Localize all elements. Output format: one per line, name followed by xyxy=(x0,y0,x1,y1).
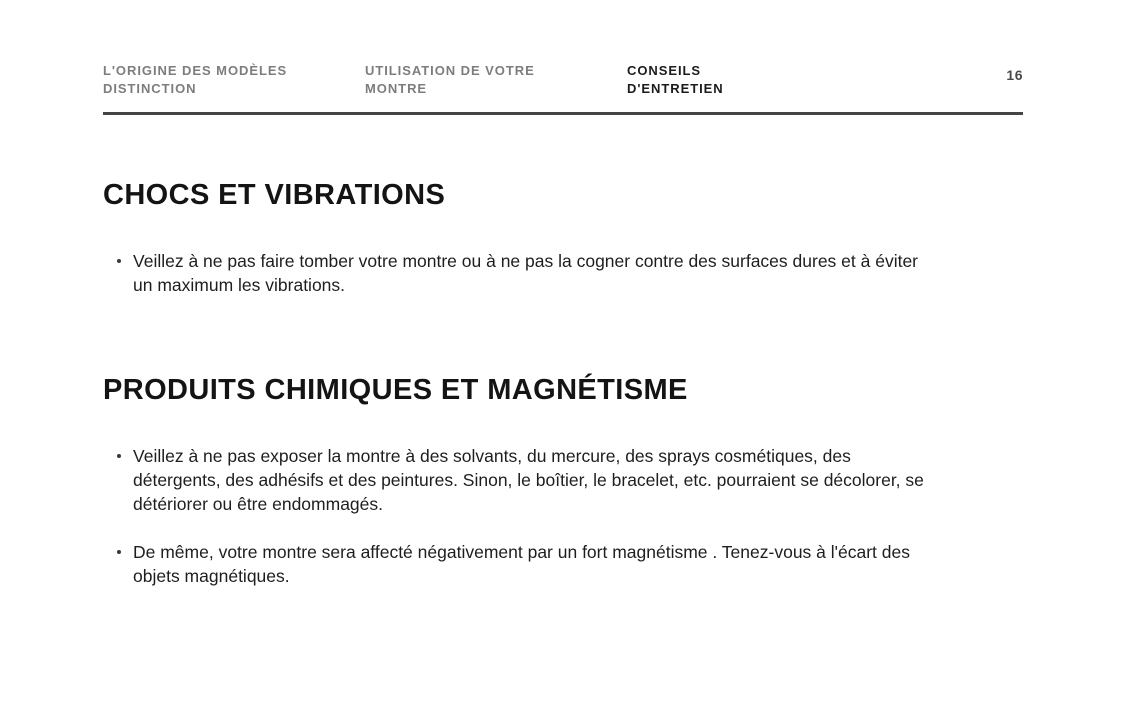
nav-item-label-line2: DISTINCTION xyxy=(103,81,197,96)
header-divider xyxy=(103,112,1023,115)
nav-item-conseils-entretien[interactable] xyxy=(627,62,889,98)
nav-item-label-line1: UTILISATION DE VOTRE xyxy=(365,63,535,78)
bullet-text: De même, votre montre sera affecté négativement par un fort magnétisme . Tenez-vous à l'écart des objets magnétiques. xyxy=(133,542,910,586)
bullet-list xyxy=(103,444,1023,588)
list-item xyxy=(103,444,1023,516)
bullet-list xyxy=(103,249,1023,297)
section-title: PRODUITS CHIMIQUES ET MAGNÉTISME xyxy=(103,374,688,406)
header-nav xyxy=(103,62,1023,98)
section-chocs-et-vibrations xyxy=(103,179,1023,297)
nav-item-label-line1: CONSEILS xyxy=(627,63,702,78)
nav-item-origine-des-modeles[interactable] xyxy=(103,62,365,98)
bullet-dot-icon xyxy=(117,550,121,554)
bullet-dot-icon xyxy=(117,454,121,458)
list-item xyxy=(103,540,1023,588)
nav-item-label-line2: MONTRE xyxy=(365,81,428,96)
section-produits-chimiques-magnetisme xyxy=(103,374,1023,588)
list-item xyxy=(103,249,1023,297)
nav-item-label-line1: L'ORIGINE DES MODÈLES xyxy=(103,63,288,78)
bullet-text: Veillez à ne pas faire tomber votre montre ou à ne pas la cogner contre des surfaces dures et à éviter un maximum les vibrations. xyxy=(133,251,919,295)
page-number: 16 xyxy=(1006,67,1023,83)
bullet-dot-icon xyxy=(117,259,121,263)
nav-item-label-line2: D'ENTRETIEN xyxy=(627,81,724,96)
nav-item-utilisation-montre[interactable] xyxy=(365,62,627,98)
section-title: CHOCS ET VIBRATIONS xyxy=(103,179,446,211)
bullet-text: Veillez à ne pas exposer la montre à des solvants, du mercure, des sprays cosmétiques, des détergents, des adhésifs et des peintures. Sinon, le boîtier, le bracelet, etc. pourraient se décolorer, se détériorer ou être endommagés. xyxy=(133,446,924,514)
